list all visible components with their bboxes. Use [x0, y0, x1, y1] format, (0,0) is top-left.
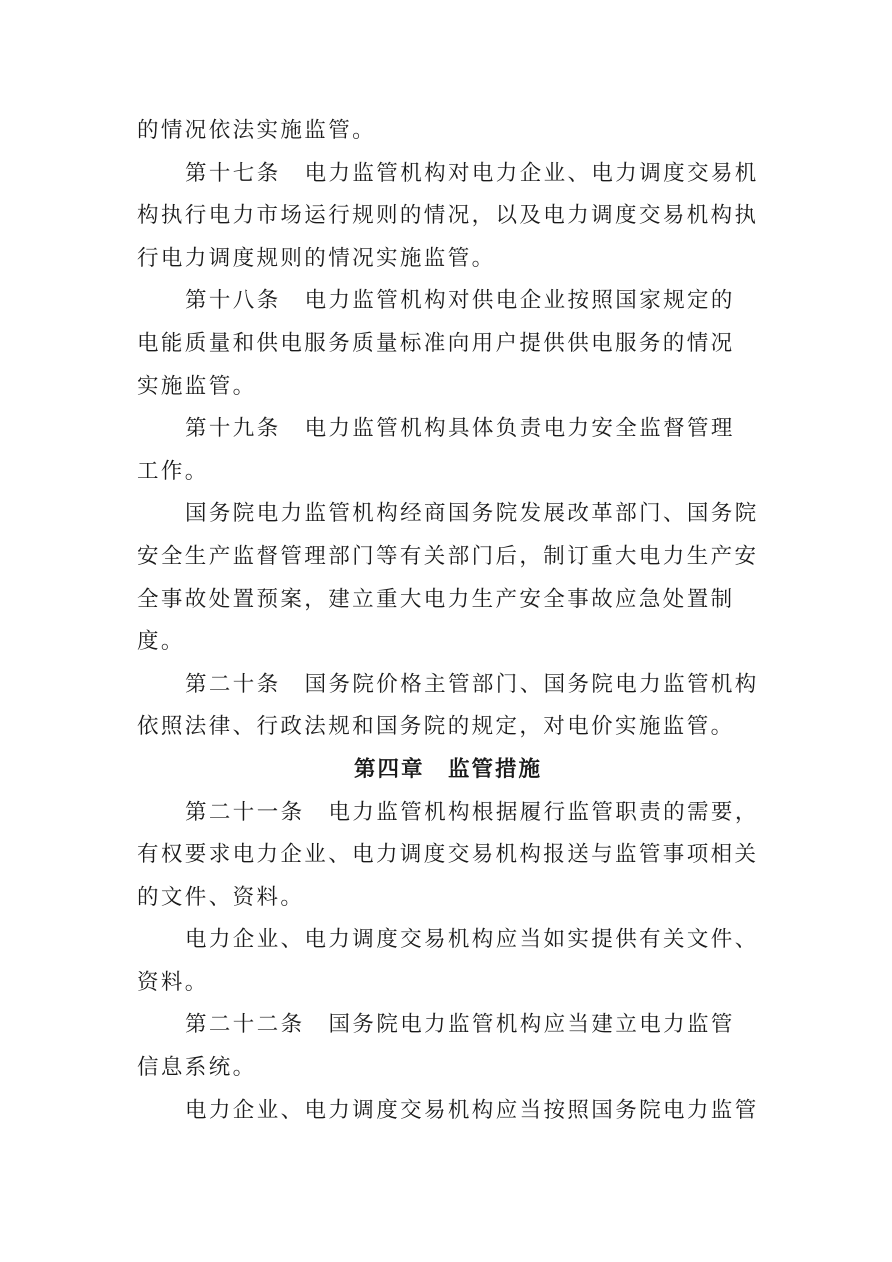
text-line: 的文件、资料。: [137, 884, 305, 910]
text-line: 度。: [137, 629, 185, 655]
text-line: 实施监管。: [137, 373, 257, 399]
article-number: 第二十二条: [185, 1012, 305, 1038]
text-line: 资料。: [137, 969, 209, 995]
article-number: 第十八条: [185, 288, 281, 314]
text-line: 电力企业、电力调度交易机构应当按照国务院电力监管: [185, 1097, 759, 1123]
text-line: 安全生产监督管理部门等有关部门后，制订重大电力生产安: [137, 543, 759, 569]
article-number: 第十九条: [185, 416, 281, 442]
article-text: 电力监管机构对电力企业、电力调度交易机: [304, 160, 759, 186]
text-line: 的情况依法实施监管。: [137, 118, 377, 143]
article-text: 国务院价格主管部门、国务院电力监管机构: [304, 671, 759, 697]
article-text: 电力监管机构对供电企业按照国家规定的: [304, 288, 735, 314]
text-line: 有权要求电力企业、电力调度交易机构报送与监管事项相关: [137, 842, 759, 868]
text-line: 全事故处置预案，建立重大电力生产安全事故应急处置制: [137, 586, 735, 612]
text-line: 工作。: [137, 458, 209, 484]
article-text: 电力监管机构根据履行监管职责的需要，: [328, 799, 759, 825]
text-line: 电能质量和供电服务质量标准向用户提供供电服务的情况: [137, 330, 735, 356]
text-line: 依照法律、行政法规和国务院的规定，对电价实施监管。: [137, 714, 735, 740]
article-number: 第二十一条: [185, 799, 305, 825]
chapter-heading: 第四章 监管措施: [353, 756, 542, 782]
text-line: [137, 153, 759, 196]
article-number: 第二十条: [185, 671, 281, 697]
text-line: [137, 280, 759, 323]
text-line: 电力企业、电力调度交易机构应当如实提供有关文件、: [185, 927, 759, 953]
text-line: 国务院电力监管机构经商国务院发展改革部门、国务院: [185, 501, 759, 527]
document-page: [137, 110, 759, 1132]
text-line: 信息系统。: [137, 1055, 257, 1081]
article-number: 第十七条: [185, 160, 281, 186]
text-line: [137, 1004, 759, 1047]
text-line: 行电力调度规则的情况实施监管。: [137, 245, 496, 271]
text-line: 构执行电力市场运行规则的情况，以及电力调度交易机构执: [137, 203, 759, 229]
article-text: 国务院电力监管机构应当建立电力监管: [328, 1012, 735, 1038]
text-line: [137, 408, 759, 451]
text-line: [137, 664, 759, 707]
article-text: 电力监管机构具体负责电力安全监督管理: [304, 416, 735, 442]
text-line: [137, 792, 759, 835]
